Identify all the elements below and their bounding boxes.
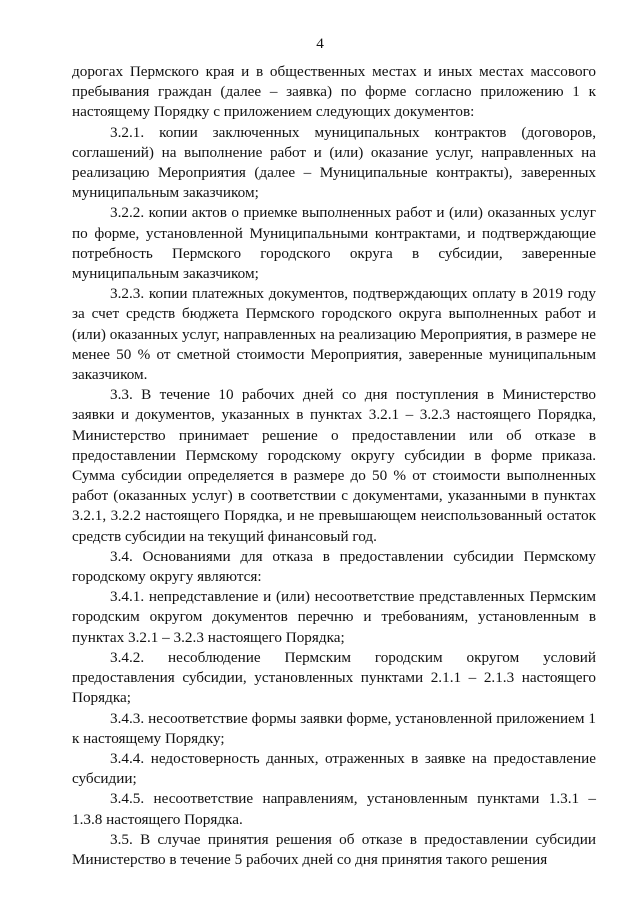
paragraph-3-4-2: 3.4.2. несоблюдение Пермским городским округом условий предоставления субсидии, установленных пунктами 2.1.1 – 2.1.3 настоящего Порядка;: [72, 648, 596, 707]
paragraph-3-4-4: 3.4.4. недостоверность данных, отраженных в заявке на предоставление субсидии;: [72, 749, 596, 788]
paragraph-3-4-1: 3.4.1. непредставление и (или) несоответствие представленных Пермским городским округом документов перечню и требованиям, установленным в пунктах 3.2.1 – 3.2.3 настоящего Порядка;: [72, 588, 596, 646]
paragraph-3-2-1: 3.2.1. копии заключенных муниципальных контрактов (договоров, соглашений) на выполнение работ и (или) оказание услуг, направленных на реализацию Мероприятия (далее – Муниципальные контракты), заверенных муниципальным заказчиком;: [72, 123, 596, 202]
paragraph-continuation: дорогах Пермского края и в общественных местах и иных местах массового пребывания граждан (далее – заявка) по форме согласно приложению 1 к настоящему Порядку с приложением следующих документов:: [72, 63, 596, 121]
paragraph-3-3: 3.3. В течение 10 рабочих дней со дня поступления в Министерство заявки и документов, указанных в пунктах 3.2.1 – 3.2.3 настоящего Порядка, Министерство принимает решение о предоставлении или об отказе в предоставлении Пермскому городскому округу субсидии в форме приказа. Сумма субсидии определяется в размере до 50 % от стоимости выполненных работ (оказанных услуг) в соответствии с документами, указанными в пунктах 3.2.1, 3.2.2 настоящего Порядка, и не превышающем неиспользованный остаток средств субсидии на текущий финансовый год.: [72, 386, 596, 545]
paragraph-3-2-2: 3.2.2. копии актов о приемке выполненных работ и (или) оказанных услуг по форме, установленной Муниципальными контрактами, и подтверждающие потребность Пермского городского округа в субсидии, заверенные муниципальным заказчиком;: [72, 204, 596, 283]
document-body: [72, 62, 596, 870]
paragraph-3-2-3: 3.2.3. копии платежных документов, подтверждающих оплату в 2019 году за счет средств бюджета Пермского городского округа выполненных работ и (или) оказанных услуг, направленных на реализацию Мероприятия, в размере не менее 50 % от сметной стоимости Мероприятия, заверенные муниципальным заказчиком.: [72, 285, 596, 384]
paragraph-3-4: 3.4. Основаниями для отказа в предоставлении субсидии Пермскому городскому округу являются:: [72, 547, 596, 586]
paragraph-3-5: 3.5. В случае принятия решения об отказе в предоставлении субсидии Министерство в течение 5 рабочих дней со дня принятия такого решения: [72, 830, 596, 868]
paragraph-3-4-3: 3.4.3. несоответствие формы заявки форме, установленной приложением 1 к настоящему Порядку;: [72, 709, 596, 747]
page-number: 4: [316, 35, 324, 52]
paragraph-3-4-5: 3.4.5. несоответствие направлениям, установленным пунктами 1.3.1 – 1.3.8 настоящего Порядка.: [72, 790, 596, 828]
